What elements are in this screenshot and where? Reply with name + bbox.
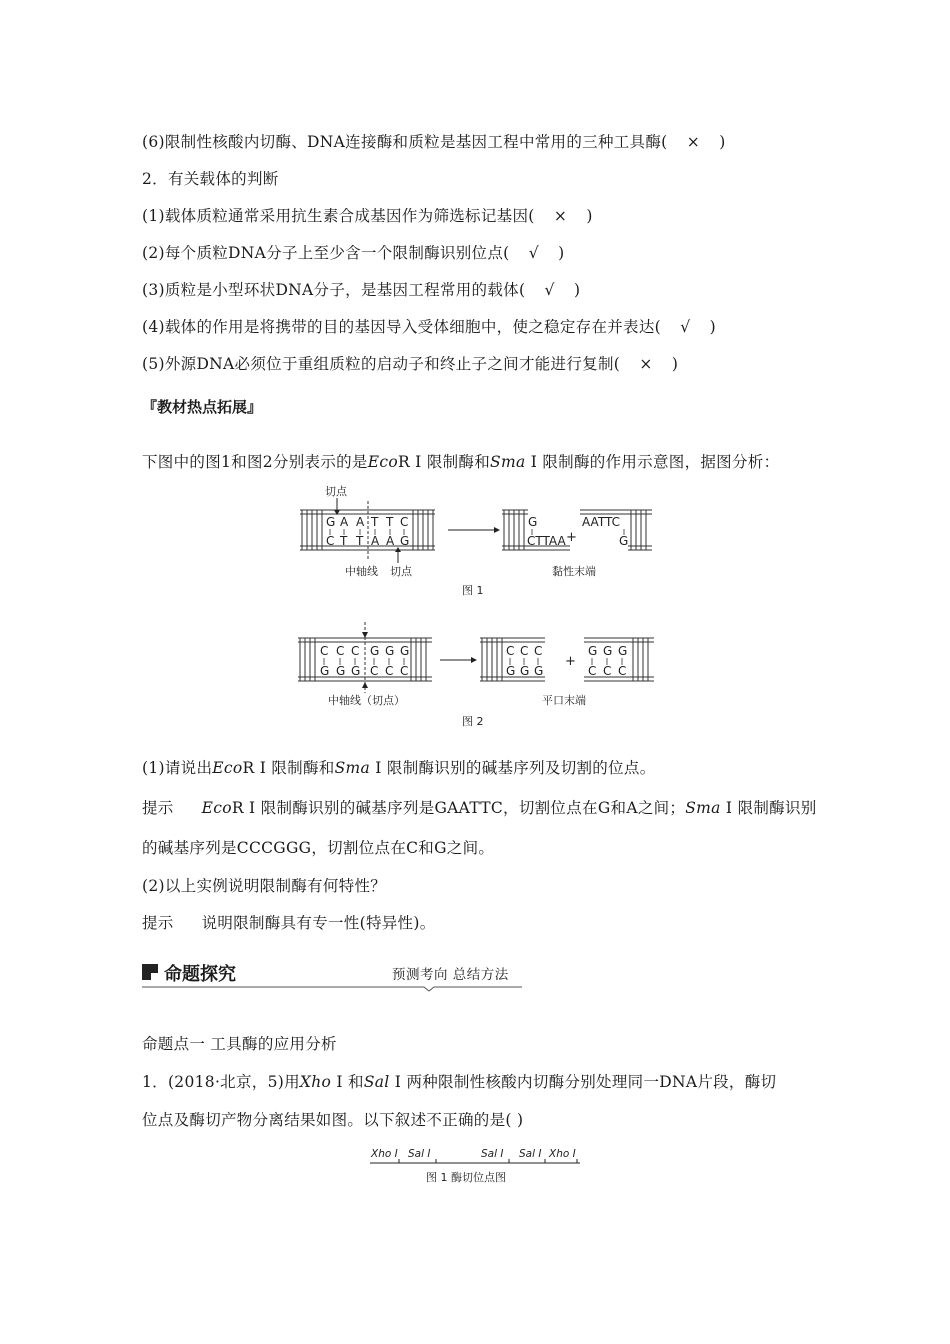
section-2-item-3 [142,278,580,300]
site-label: Xho Ⅰ [371,1148,398,1160]
item-text: (3)质粒是小型环状DNA分子，是基因工程常用的载体( [142,281,526,299]
base: G [400,644,410,658]
base: T [386,515,394,529]
problem-point: 命题点一 工具酶的应用分析 [142,1035,337,1053]
hint-label: 提示 [142,914,174,932]
base: A [340,515,349,529]
site-label: Sal Ⅰ [408,1148,431,1160]
item-close: ) [586,207,593,225]
site-label: Sal Ⅰ [519,1148,542,1160]
axis-cut-label: 中轴线（切点） [328,694,405,707]
base: G [370,644,380,658]
blunt-end-label: 平口末端 [542,694,586,707]
intro-text: 下图中的图1和图2分别表示的是 [142,453,368,471]
base: C [618,664,627,678]
left-product-bottom: CTTAA [527,534,566,548]
base: C [336,644,345,658]
base: T [356,534,364,548]
plus-sign: + [566,530,577,545]
item-text: (2)每个质粒DNA分子上至少含一个限制酶识别位点( [142,244,510,262]
base: C [320,644,329,658]
base: C [326,534,335,548]
problem-1-line-2: 位点及酶切产物分离结果如图。以下叙述不正确的是( ) [142,1111,524,1129]
base: T [340,534,348,548]
base: G [603,644,613,658]
figure-2 [290,618,670,733]
problem-text: Ⅰ 两种限制性核酸内切酶分别处理同一DNA片段，酶切 [389,1073,777,1091]
cut-label-bottom: 切点 [390,565,412,578]
site-labels [370,1148,576,1160]
q-text: (1)请说出 [142,759,213,777]
bracket-open: 『 [142,398,158,416]
right-product-top: AATTC [582,515,620,529]
judgment-item-6 [142,130,726,152]
question-1 [142,756,656,778]
base: C [351,644,360,658]
hint-label: 提示 [142,799,174,817]
section-subtitle: 预测考向 总结方法 [392,967,509,983]
expansion-heading [142,396,262,417]
section-square-icon [142,964,158,980]
answer-text: R Ⅰ 限制酶识别的碱基序列是GAATTC，切割位点在G和A之间； [231,799,686,817]
plus-sign: + [565,654,576,669]
base: A [386,534,395,548]
base: C [520,644,529,658]
figure-1-caption: 图 1 [462,584,484,597]
base: G [320,664,330,678]
base: C [534,644,543,658]
section-2-item-4 [142,315,716,337]
item-mark: × [639,355,653,373]
figure-2-caption: 图 2 [462,715,484,728]
sma-italic: Sma [490,453,526,471]
base: G [336,664,346,678]
base: C [370,664,379,678]
sticky-end-label: 黏性末端 [552,565,596,578]
base: C [588,664,597,678]
base: C [400,664,409,678]
base: G [520,664,530,678]
problem-text: Ⅰ 和 [331,1073,364,1091]
sal-italic: Sal [363,1073,390,1091]
eco-italic: Eco [367,453,398,471]
arrow-head [362,682,368,688]
figure-1 [290,483,670,603]
base: G [351,664,361,678]
arrow-head [494,527,500,533]
judgment-item-6-close: ) [719,133,726,151]
arrow-head [471,657,477,663]
answer-text: 说明限制酶具有专一性(特异性)。 [201,914,436,932]
base: C [603,664,612,678]
item-text: (5)外源DNA必须位于重组质粒的启动子和终止子之间才能进行复制( [142,355,621,373]
section-2-item-1 [142,204,593,226]
answer-1 [142,796,817,818]
intro-text: R Ⅰ 限制酶和 [397,453,491,471]
item-close: ) [671,355,679,373]
right-product-bottom: G [619,534,629,548]
answer-text: Ⅰ 限制酶识别 [720,799,817,817]
cut-label-top: 切点 [325,485,347,498]
axis-label: 中轴线 [345,565,378,578]
item-close: ) [709,318,717,336]
item-mark: √ [680,318,691,336]
item-text: (4)载体的作用是将携带的目的基因导入受体细胞中，使之稳定存在并表达( [142,318,662,336]
intro-text: Ⅰ 限制酶的作用示意图，据图分析： [525,453,780,471]
base: G [534,664,544,678]
arrow-head [362,632,368,638]
item-text: (1)载体质粒通常采用抗生素合成基因作为筛选标记基因( [142,207,535,225]
expansion-intro [142,450,779,472]
base: G [618,644,628,658]
left-product-top: G [528,515,538,529]
judgment-item-6-mark: × [686,133,701,151]
item-close: ) [558,244,565,262]
section-2-item-5 [142,352,678,374]
base: G [588,644,598,658]
bracket-close: 』 [247,398,263,416]
enzyme-site-figure [368,1143,588,1193]
base: G [326,515,336,529]
item-close: ) [573,281,581,299]
answer-2 [142,911,436,933]
base: G [506,664,516,678]
base: C [385,664,394,678]
site-label: Sal Ⅰ [481,1148,504,1160]
answer-1-line-2: 的碱基序列是CCCGGG，切割位点在C和G之间。 [142,839,495,857]
base: T [371,515,379,529]
q-text: Ⅰ 限制酶识别的碱基序列及切割的位点。 [370,759,656,777]
right-product-bases [588,644,627,678]
section-underline [142,982,522,992]
site-figure-caption: 图 1 酶切位点图 [426,1171,506,1184]
section-2-item-2 [142,241,565,263]
base: C [506,644,515,658]
eco-italic: Eco [201,799,232,817]
q-text: R Ⅰ 限制酶和 [242,759,335,777]
question-2: (2)以上实例说明限制酶有何特性？ [142,877,387,895]
sma-italic: Sma [334,759,371,777]
problem-1-line-1 [142,1070,776,1092]
base: G [400,534,410,548]
section-2-title: 2．有关载体的判断 [142,170,279,188]
item-mark: × [553,207,568,225]
xho-italic: Xho [299,1073,332,1091]
base: G [385,644,395,658]
expansion-title: 教材热点拓展 [157,398,248,416]
judgment-item-6-text: (6)限制性核酸内切酶、DNA连接酶和质粒是基因工程中常用的三种工具酶( [142,133,668,151]
base: C [400,515,409,529]
site-label: Xho Ⅰ [549,1148,576,1160]
item-mark: √ [528,244,539,262]
problem-text: 1．(2018·北京，5)用 [142,1073,300,1091]
section-title: 命题探究 [164,964,236,985]
section-bar [142,958,522,990]
base: A [371,534,380,548]
item-mark: √ [544,281,555,299]
sma-italic: Sma [685,799,721,817]
base: A [356,515,365,529]
eco-italic: Eco [212,759,243,777]
